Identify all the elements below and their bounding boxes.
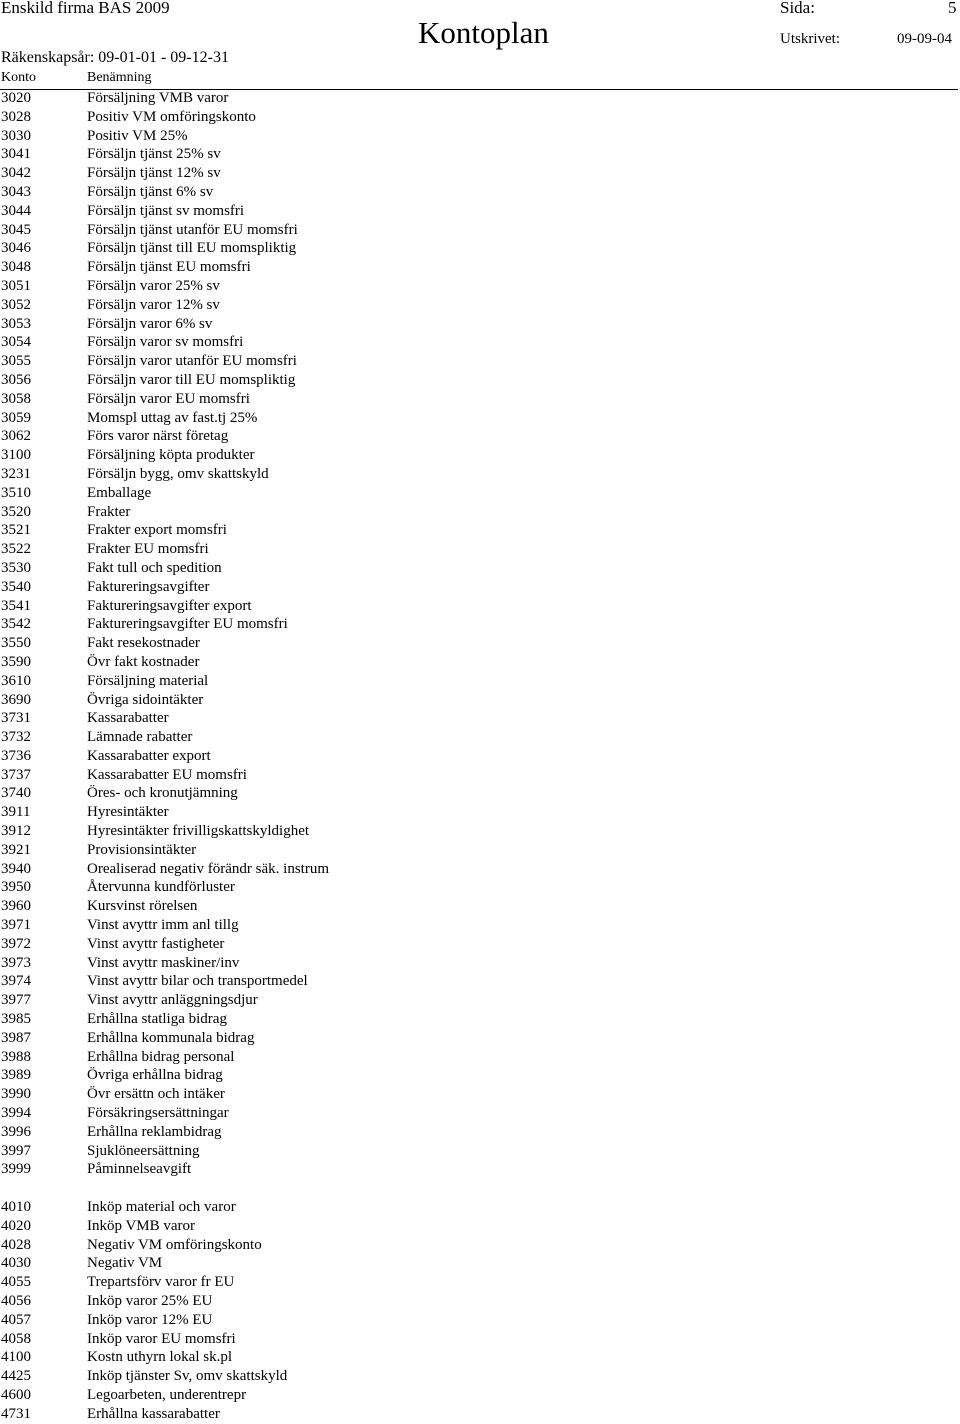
account-name: Försäljn tjänst sv momsfri xyxy=(87,202,245,219)
account-number: 3044 xyxy=(1,202,31,219)
account-number: 3987 xyxy=(1,1029,31,1046)
account-number: 3731 xyxy=(1,710,31,727)
account-number: 3042 xyxy=(1,165,31,182)
account-number: 3542 xyxy=(1,616,31,633)
account-name: Försäljning köpta produkter xyxy=(87,447,255,464)
account-name: Hyresintäkter frivilligskattskyldighet xyxy=(87,823,310,840)
account-number: 3056 xyxy=(1,371,31,388)
account-name: Påminnelseavgift xyxy=(87,1161,192,1178)
account-row xyxy=(0,409,960,428)
account-number: 3045 xyxy=(1,221,31,238)
account-number: 3974 xyxy=(1,973,31,990)
account-row xyxy=(0,390,960,409)
account-number: 3732 xyxy=(1,729,31,746)
account-number: 3590 xyxy=(1,653,31,670)
account-name: Vinst avyttr imm anl tillg xyxy=(87,917,239,934)
account-name: Vinst avyttr bilar och transportmedel xyxy=(87,973,308,990)
account-name: Kursvinst rörelsen xyxy=(87,898,198,915)
account-name: Försäljn tjänst 6% sv xyxy=(87,183,214,200)
account-row xyxy=(0,672,960,691)
account-number: 3997 xyxy=(1,1142,31,1159)
account-number: 3020 xyxy=(1,90,31,106)
account-number: 4425 xyxy=(1,1368,31,1385)
account-number: 4028 xyxy=(1,1236,31,1253)
account-number: 3062 xyxy=(1,428,31,445)
account-row xyxy=(0,1405,960,1424)
account-name: Kassarabatter xyxy=(87,710,169,727)
account-name: Övriga sidointäkter xyxy=(87,691,204,708)
account-name: Försäljn varor till EU momspliktig xyxy=(87,371,296,388)
account-number: 3521 xyxy=(1,522,31,539)
account-name: Försäljn bygg, omv skattskyld xyxy=(87,465,269,482)
account-row xyxy=(0,221,960,240)
account-row xyxy=(0,822,960,841)
account-name: Kassarabatter export xyxy=(87,747,211,764)
account-row xyxy=(0,521,960,540)
account-name: Erhållna statliga bidrag xyxy=(87,1011,227,1028)
account-row xyxy=(0,164,960,183)
account-number: 3940 xyxy=(1,860,31,877)
account-name: Sjuklöneersättning xyxy=(87,1142,200,1159)
account-row xyxy=(0,127,960,146)
account-number: 3030 xyxy=(1,127,31,144)
account-number: 3999 xyxy=(1,1161,31,1178)
account-name: Försäljn varor EU momsfri xyxy=(87,390,250,407)
account-number: 3550 xyxy=(1,635,31,652)
account-name: Inköp material och varor xyxy=(87,1199,236,1216)
account-row xyxy=(0,1123,960,1142)
account-number: 4020 xyxy=(1,1217,31,1234)
account-number: 3055 xyxy=(1,353,31,370)
account-number: 4057 xyxy=(1,1311,31,1328)
account-row xyxy=(0,1085,960,1104)
account-name: Vinst avyttr anläggningsdjur xyxy=(87,992,258,1009)
account-name: Försäkringsersättningar xyxy=(87,1105,229,1122)
account-number: 3921 xyxy=(1,841,31,858)
account-row xyxy=(0,728,960,747)
account-number: 4058 xyxy=(1,1330,31,1347)
account-number: 4100 xyxy=(1,1349,31,1366)
account-number: 3973 xyxy=(1,954,31,971)
account-name: Lämnade rabatter xyxy=(87,729,193,746)
account-number: 3740 xyxy=(1,785,31,802)
account-name: Provisionsintäkter xyxy=(87,841,197,858)
account-row xyxy=(0,1160,960,1179)
account-number: 3736 xyxy=(1,747,31,764)
account-name: Inköp varor 25% EU xyxy=(87,1293,213,1309)
account-number: 4055 xyxy=(1,1274,31,1291)
account-name: Försäljn tjänst utanför EU momsfri xyxy=(87,221,298,238)
account-number: 3690 xyxy=(1,691,31,708)
account-row xyxy=(0,258,960,277)
account-name: Försäljn varor sv momsfri xyxy=(87,334,244,351)
account-number: 3043 xyxy=(1,183,31,200)
account-row xyxy=(0,239,960,258)
account-name: Kostn uthyrn lokal sk.pl xyxy=(87,1349,232,1366)
account-number: 3950 xyxy=(1,879,31,896)
page-title: Kontoplan xyxy=(418,15,549,50)
account-name: Momspl uttag av fast.tj 25% xyxy=(87,409,258,426)
account-number: 3540 xyxy=(1,578,31,595)
account-name: Försäljn varor 6% sv xyxy=(87,315,213,332)
account-number: 3046 xyxy=(1,240,31,257)
account-list xyxy=(0,89,960,1424)
account-row xyxy=(0,615,960,634)
account-row xyxy=(0,803,960,822)
fiscal-year: Räkenskapsår: 09-01-01 - 09-12-31 xyxy=(1,49,229,66)
account-row xyxy=(0,1367,960,1386)
account-number: 4600 xyxy=(1,1386,31,1403)
account-row xyxy=(0,935,960,954)
account-row xyxy=(0,1048,960,1067)
account-row xyxy=(0,1386,960,1405)
account-number: 3052 xyxy=(1,296,31,313)
account-row xyxy=(0,503,960,522)
account-row xyxy=(0,954,960,973)
account-number: 3990 xyxy=(1,1086,31,1103)
account-number: 3231 xyxy=(1,465,31,482)
account-number: 3053 xyxy=(1,315,31,332)
account-number: 4731 xyxy=(1,1405,31,1422)
account-number: 3530 xyxy=(1,559,31,576)
account-name: Övriga erhållna bidrag xyxy=(87,1067,223,1084)
account-row xyxy=(0,653,960,672)
account-name: Försäljn tjänst till EU momspliktig xyxy=(87,240,297,257)
account-row xyxy=(0,1254,960,1273)
account-row xyxy=(0,1330,960,1349)
account-name: Övr fakt kostnader xyxy=(87,653,200,670)
page-label: Sida: xyxy=(780,0,815,17)
account-row xyxy=(0,352,960,371)
account-name: Positiv VM omföringskonto xyxy=(87,108,256,125)
account-number: 4056 xyxy=(1,1293,31,1309)
account-name: Fakt resekostnader xyxy=(87,635,200,652)
account-row xyxy=(0,1142,960,1161)
account-row xyxy=(0,991,960,1010)
account-number: 3028 xyxy=(1,108,31,125)
account-number: 3972 xyxy=(1,935,31,952)
account-number: 4030 xyxy=(1,1255,31,1272)
account-number: 3994 xyxy=(1,1105,31,1122)
account-name: Övr ersättn och intäker xyxy=(87,1086,225,1103)
account-row xyxy=(0,709,960,728)
account-row xyxy=(0,972,960,991)
account-row xyxy=(0,1010,960,1029)
account-name: Kassarabatter EU momsfri xyxy=(87,766,247,783)
account-row xyxy=(0,1217,960,1236)
printed-label: Utskrivet: xyxy=(780,31,840,47)
account-name: Erhållna reklambidrag xyxy=(87,1123,222,1140)
account-row xyxy=(0,766,960,785)
page-number: 5 xyxy=(948,0,957,17)
account-number: 3912 xyxy=(1,823,31,840)
account-row xyxy=(0,333,960,352)
account-name: Emballage xyxy=(87,484,152,501)
account-row xyxy=(0,860,960,879)
account-row xyxy=(0,747,960,766)
account-row xyxy=(0,1029,960,1048)
account-row xyxy=(0,897,960,916)
account-name: Hyresintäkter xyxy=(87,804,169,821)
account-row xyxy=(0,691,960,710)
account-row xyxy=(0,371,960,390)
account-name: Trepartsförv varor fr EU xyxy=(87,1274,235,1291)
account-number: 3048 xyxy=(1,259,31,276)
account-number: 3911 xyxy=(1,804,31,821)
account-number: 3988 xyxy=(1,1048,31,1065)
account-name: Inköp VMB varor xyxy=(87,1217,196,1234)
account-row xyxy=(0,784,960,803)
account-number: 3989 xyxy=(1,1067,31,1084)
account-row xyxy=(0,578,960,597)
account-row xyxy=(0,427,960,446)
account-row xyxy=(0,183,960,202)
account-name: Vinst avyttr fastigheter xyxy=(87,935,225,952)
account-name: Återvunna kundförluster xyxy=(87,879,235,896)
account-row xyxy=(0,1104,960,1123)
account-name: Negativ VM omföringskonto xyxy=(87,1236,262,1253)
account-row xyxy=(0,1066,960,1085)
account-number: 3610 xyxy=(1,672,31,689)
account-row xyxy=(0,559,960,578)
account-number: 3977 xyxy=(1,992,31,1009)
account-name: Försäljning VMB varor xyxy=(87,90,229,106)
account-number: 3985 xyxy=(1,1011,31,1028)
account-name: Frakter export momsfri xyxy=(87,522,227,539)
account-row xyxy=(0,446,960,465)
account-row xyxy=(0,465,960,484)
account-row xyxy=(0,89,960,108)
account-name: Försäljn tjänst 12% sv xyxy=(87,165,221,182)
account-row xyxy=(0,277,960,296)
account-number: 3100 xyxy=(1,447,31,464)
account-number: 3054 xyxy=(1,334,31,351)
account-name: Försäljn tjänst EU momsfri xyxy=(87,259,251,276)
account-name: Erhållna bidrag personal xyxy=(87,1048,235,1065)
account-name: Orealiserad negativ förändr säk. instrum xyxy=(87,860,329,877)
account-name: Inköp varor 12% EU xyxy=(87,1311,213,1328)
account-row xyxy=(0,145,960,164)
account-name: Negativ VM xyxy=(87,1255,163,1272)
account-row xyxy=(0,1273,960,1292)
account-name: Erhållna kassarabatter xyxy=(87,1405,220,1422)
account-number: 3510 xyxy=(1,484,31,501)
account-name: Positiv VM 25% xyxy=(87,127,188,144)
account-name: Legoarbeten, underentrepr xyxy=(87,1386,247,1403)
account-row xyxy=(0,878,960,897)
account-name: Vinst avyttr maskiner/inv xyxy=(87,954,240,971)
account-name: Förs varor närst företag xyxy=(87,428,229,445)
account-row xyxy=(0,1311,960,1330)
account-row xyxy=(0,202,960,221)
account-number: 3541 xyxy=(1,597,31,614)
account-row xyxy=(0,916,960,935)
account-row xyxy=(0,1348,960,1367)
account-name: Försäljn varor 12% sv xyxy=(87,296,220,313)
account-name: Försäljn varor 25% sv xyxy=(87,277,220,294)
account-row xyxy=(0,1292,960,1311)
account-name: Inköp tjänster Sv, omv skattskyld xyxy=(87,1368,288,1385)
account-row xyxy=(0,1198,960,1217)
account-name: Försäljning material xyxy=(87,672,209,689)
account-row xyxy=(0,597,960,616)
section-gap xyxy=(0,1179,960,1198)
account-name: Faktureringsavgifter export xyxy=(87,597,252,614)
account-number: 3520 xyxy=(1,503,31,520)
account-row xyxy=(0,1236,960,1255)
printed-date: 09-09-04 xyxy=(897,31,952,47)
account-name: Fakt tull och spedition xyxy=(87,559,222,576)
account-number: 3737 xyxy=(1,766,31,783)
account-name: Frakter EU momsfri xyxy=(87,541,209,558)
account-name: Inköp varor EU momsfri xyxy=(87,1330,236,1347)
account-row xyxy=(0,296,960,315)
account-number: 3051 xyxy=(1,277,31,294)
account-row xyxy=(0,841,960,860)
account-name: Öres- och kronutjämning xyxy=(87,785,238,802)
column-header-konto: Konto xyxy=(1,70,36,85)
account-row xyxy=(0,315,960,334)
account-row xyxy=(0,484,960,503)
company-name: Enskild firma BAS 2009 xyxy=(1,0,170,17)
account-name: Försäljn varor utanför EU momsfri xyxy=(87,353,297,370)
account-name: Erhållna kommunala bidrag xyxy=(87,1029,255,1046)
account-name: Faktureringsavgifter xyxy=(87,578,210,595)
account-name: Frakter xyxy=(87,503,131,520)
account-name: Försäljn tjänst 25% sv xyxy=(87,146,221,163)
account-number: 3971 xyxy=(1,917,31,934)
account-number: 3058 xyxy=(1,390,31,407)
account-number: 3041 xyxy=(1,146,31,163)
account-number: 3996 xyxy=(1,1123,31,1140)
account-row xyxy=(0,634,960,653)
column-header-benamning: Benämning xyxy=(87,70,152,85)
account-number: 3960 xyxy=(1,898,31,915)
account-number: 4010 xyxy=(1,1199,31,1216)
account-row xyxy=(0,540,960,559)
account-number: 3059 xyxy=(1,409,31,426)
account-number: 3522 xyxy=(1,541,31,558)
account-name: Faktureringsavgifter EU momsfri xyxy=(87,616,288,633)
account-row xyxy=(0,108,960,127)
